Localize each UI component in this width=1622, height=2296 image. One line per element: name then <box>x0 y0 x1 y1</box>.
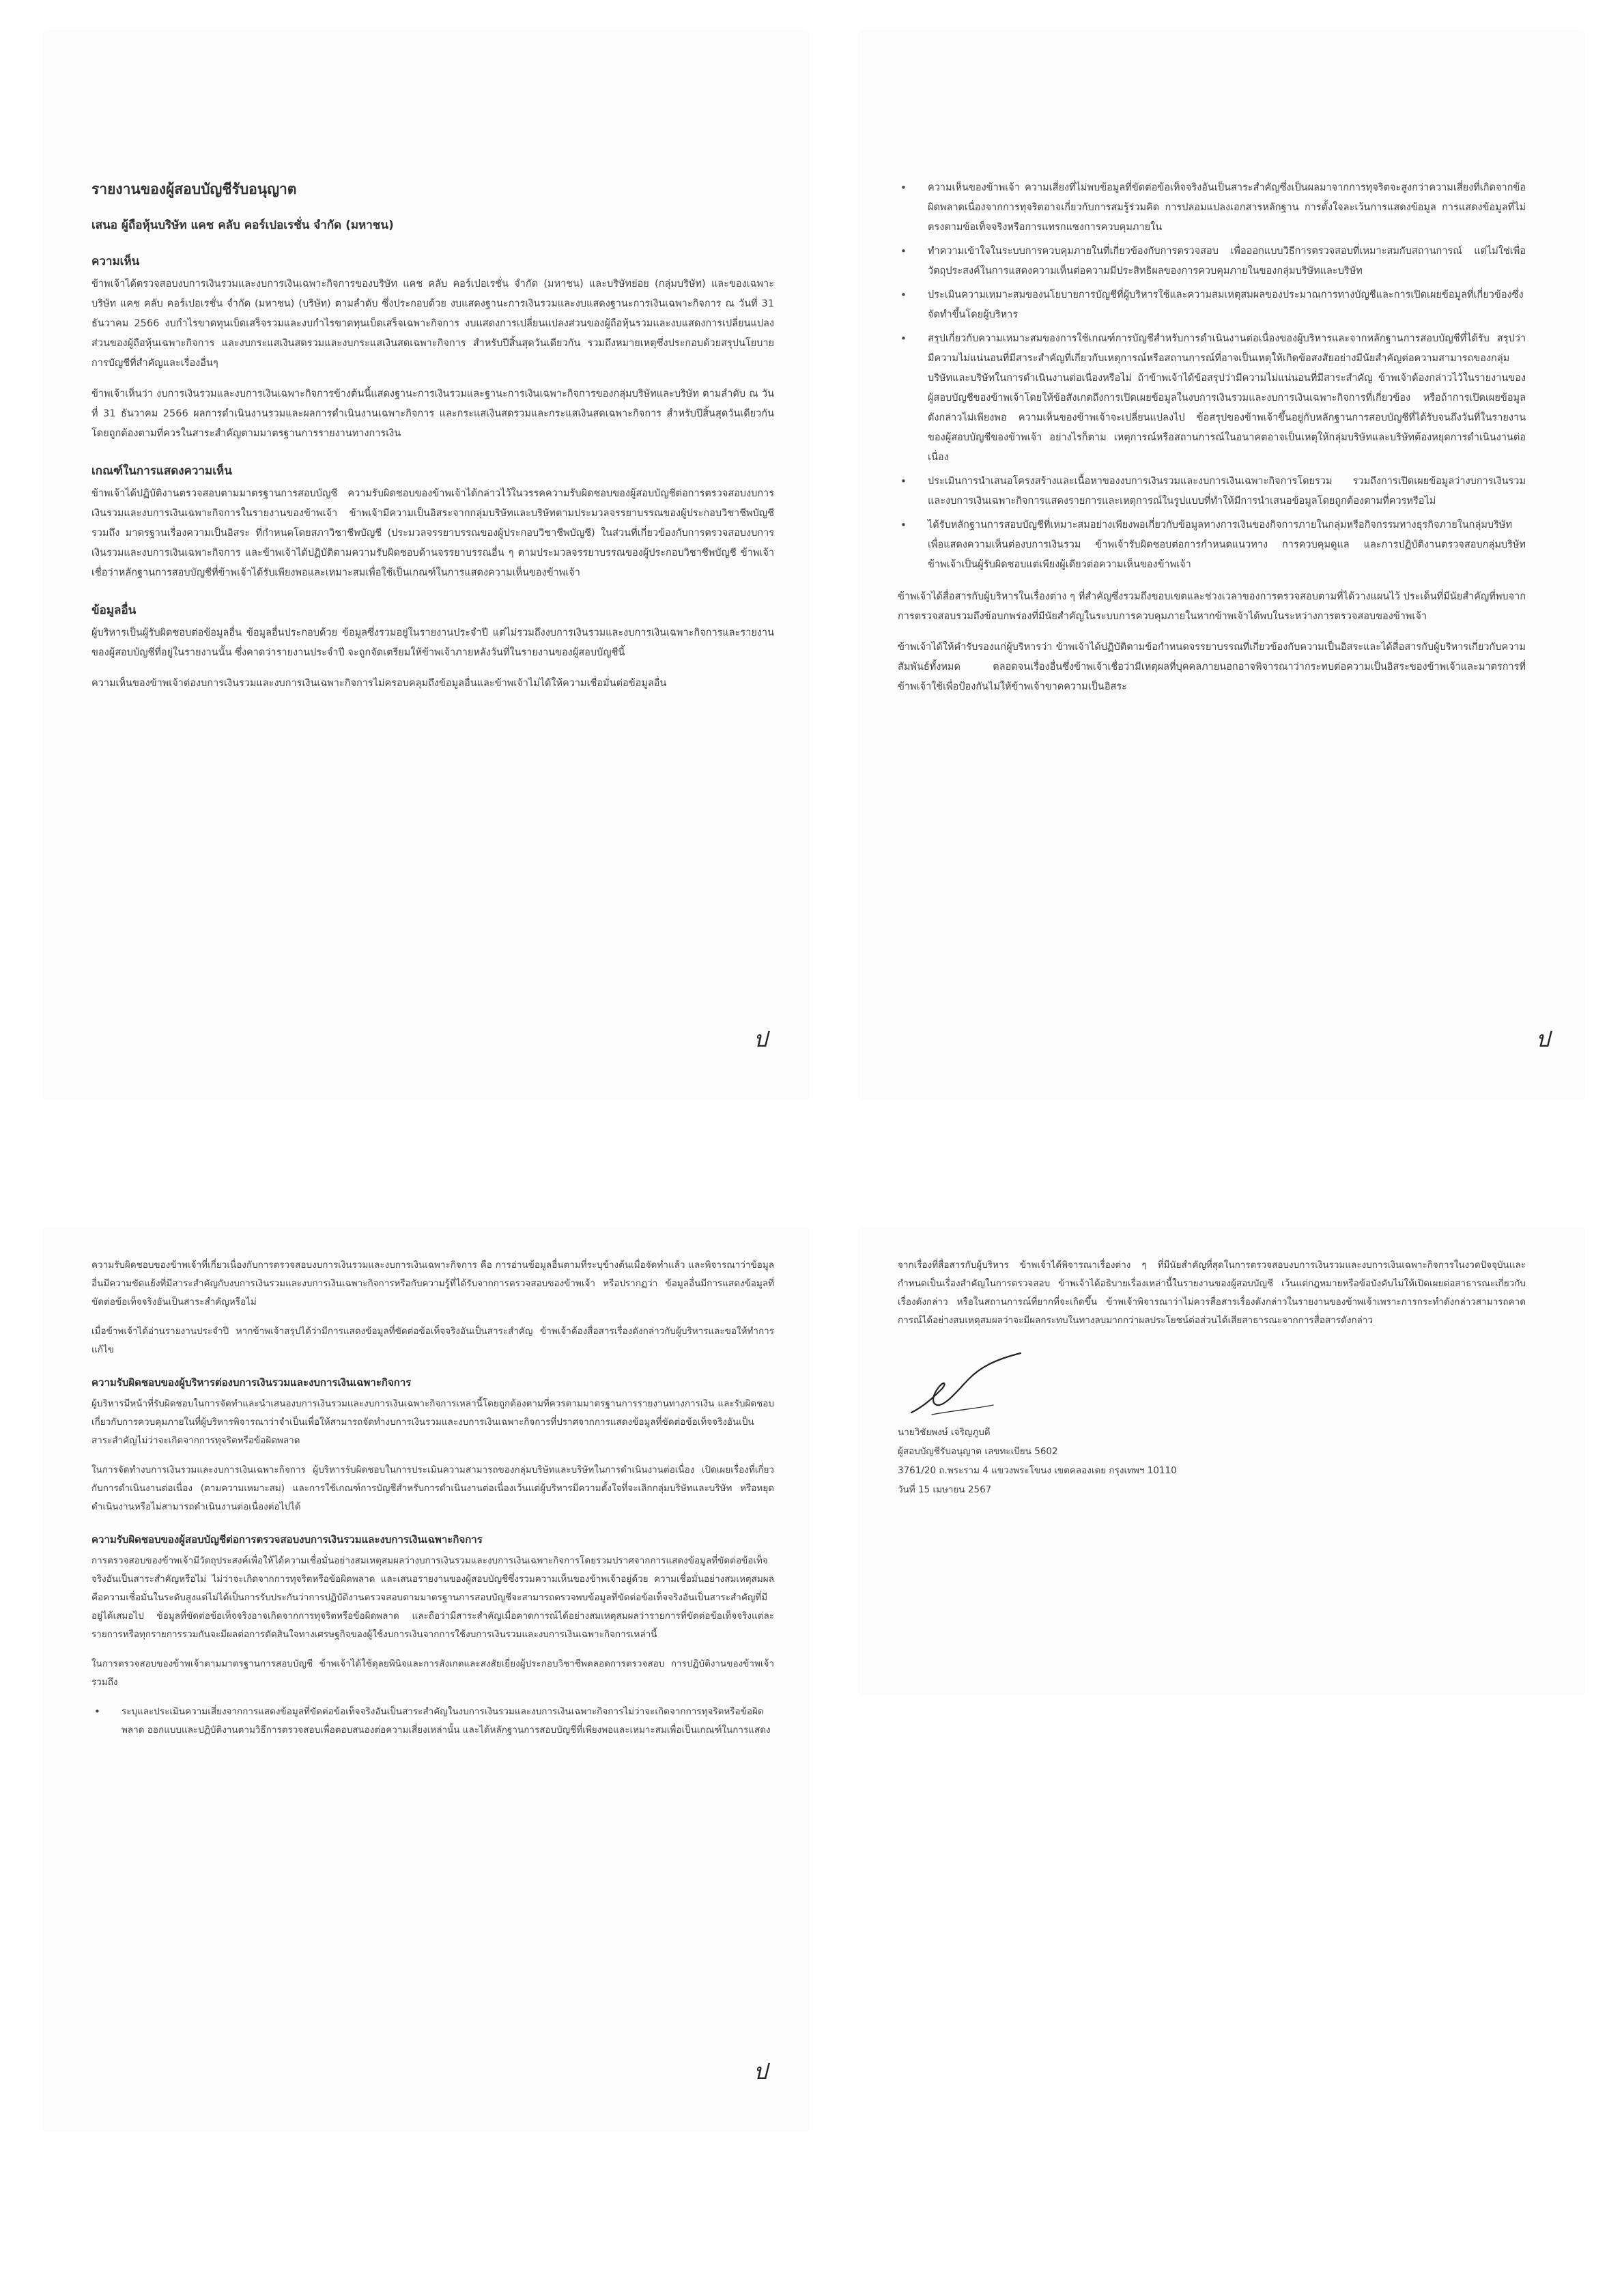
page-initial: ป <box>753 1026 767 1052</box>
opinion-paragraph-2: ข้าพเจ้าเห็นว่า งบการเงินรวมและงบการเงินเฉพาะกิจการข้างต้นนี้แสดงฐานะการเงินรวมและฐานะการเงินเฉพาะกิจการของกลุ่มบริษัทและบริษัท ตามลำดับ ณ วันที่ 31 ธันวาคม 2566 ผลการดำเนินงานรวมและผลการดำเนินงานเฉพาะกิจการ และกระแสเงินสดรวมและกระแสเงินสดเฉพาะกิจการ สำหรับปีสิ้นสุดวันเดียวกันโดยถูกต้องตามที่ควรในสาระสำคัญตามมาตรฐานการรายงานทางการเงิน <box>91 388 774 439</box>
report-date: วันที่ 15 เมษายน 2567 <box>898 1484 992 1495</box>
responsibility-paragraph: ความรับผิดชอบของข้าพเจ้าที่เกี่ยวเนื่องกับการตรวจสอบงบการเงินรวมและงบการเงินเฉพาะกิจการ คือ การอ่านข้อมูลอื่นตามที่ระบุข้างต้นเมื่อจัดทำแล้ว และพิจารณาว่าข้อมูลอื่นมีความขัดแย้งที่มีสาระสำคัญกับงบการเงินรวมและงบการเงินเฉพาะกิจการหรือกับความรู้ที่ได้รับจากการตรวจสอบของข้าพเจ้า หรือปรากฏว่า ข้อมูลอื่นมีการแสดงข้อมูลที่ขัดต่อข้อเท็จจริงอันเป็นสาระสำคัญหรือไม่ <box>91 1260 774 1307</box>
report-page-1 <box>44 31 808 1098</box>
list-item: • ทำความเข้าใจในระบบการควบคุมภายในที่เกี่ยวข้องกับการตรวจสอบ เพื่อออกแบบวิธีการตรวจสอบที่เหมาะสมกับสถานการณ์ แต่ไม่ใช่เพื่อวัตถุประสงค์ในการแสดงความเห็นต่อความมีประสิทธิผลของการควบคุมภายในของกลุ่มบริษัทและบริษัท <box>928 242 1526 281</box>
auditor-responsibility-heading: ความรับผิดชอบของผู้สอบบัญชีต่อการตรวจสอบงบการเงินรวมและงบการเงินเฉพาะกิจการ <box>91 1533 483 1546</box>
list-item: • ประเมินความเหมาะสมของนโยบายการบัญชีที่ผู้บริหารใช้และความสมเหตุสมผลของประมาณการทางบัญชีและการเปิดเผยข้อมูลที่เกี่ยวข้องซึ่งจัดทำขึ้นโดยผู้บริหาร <box>928 285 1526 325</box>
annual-report-paragraph: เมื่อข้าพเจ้าได้อ่านรายงานประจำปี หากข้าพเจ้าสรุปได้ว่ามีการแสดงข้อมูลที่ขัดต่อข้อเท็จจริงอันเป็นสาระสำคัญ ข้าพเจ้าต้องสื่อสารเรื่องดังกล่าวกับผู้บริหารและขอให้ทำการแก้ไข <box>91 1326 774 1355</box>
signatory-license: ผู้สอบบัญชีรับอนุญาต เลขทะเบียน 5602 <box>898 1446 1058 1457</box>
auditor-procedures-list <box>898 178 1526 575</box>
ethics-paragraph: ข้าพเจ้าได้ให้คำรับรองแก่ผู้บริหารว่า ข้าพเจ้าได้ปฏิบัติตามข้อกำหนดจรรยาบรรณที่เกี่ยวข้องกับความเป็นอิสระและได้สื่อสารกับผู้บริหารเกี่ยวกับความสัมพันธ์ทั้งหมด ตลอดจนเรื่องอื่นซึ่งข้าพเจ้าเชื่อว่ามีเหตุผลที่บุคคลภายนอกอาจพิจารณาว่ากระทบต่อความเป็นอิสระของข้าพเจ้าและมาตรการที่ข้าพเจ้าใช้เพื่อป้องกันไม่ให้ข้าพเจ้าขาดความเป็นอิสระ <box>898 642 1526 692</box>
other-info-paragraph-1: ผู้บริหารเป็นผู้รับผิดชอบต่อข้อมูลอื่น ข้อมูลอื่นประกอบด้วย ข้อมูลซึ่งรวมอยู่ในรายงานประจำปี แต่ไม่รวมถึงงบการเงินรวมและงบการเงินเฉพาะกิจการและรายงานของผู้สอบบัญชีที่อยู่ในรายงานนั้น ซึ่งคาดว่ารายงานประจำปี จะถูกจัดเตรียมให้ข้าพเจ้าภายหลังวันที่ในรายงานของผู้สอบบัญชีนี้ <box>91 627 774 658</box>
basis-heading: เกณฑ์ในการแสดงความเห็น <box>91 464 232 478</box>
list-item-text: ความเห็นของข้าพเจ้า ความเสี่ยงที่ไม่พบข้อมูลที่ขัดต่อข้อเท็จจริงอันเป็นสาระสำคัญซึ่งเป็นผลมาจากการทุจริตจะสูงกว่าความเสี่ยงที่เกิดจากข้อผิดพลาดเนื่องจากการทุจริตอาจเกี่ยวกับการสมรู้ร่วมคิด การปลอมแปลงเอกสารหลักฐาน การตั้งใจละเว้นการแสดงข้อมูล การแสดงข้อมูลที่ไม่ตรงตามข้อเท็จจริงหรือการแทรกแซงการควบคุมภายใน <box>928 182 1526 233</box>
page-initial: ป <box>753 2058 767 2084</box>
management-paragraph-2: ในการจัดทำงบการเงินรวมและงบการเงินเฉพาะกิจการ ผู้บริหารรับผิดชอบในการประเมินความสามารถของกลุ่มบริษัทและบริษัทในการดำเนินงานต่อเนื่อง เปิดเผยเรื่องที่เกี่ยวกับการดำเนินงานต่อเนื่อง (ตามความเหมาะสม) และการใช้เกณฑ์การบัญชีสำหรับการดำเนินงานต่อเนื่องเว้นแต่ผู้บริหารมีความตั้งใจที่จะเลิกกลุ่มบริษัทและบริษัท หรือหยุดดำเนินงานหรือไม่สามารถดำเนินงานต่อเนื่องต่อไปได้ <box>91 1464 774 1512</box>
signatory-name: นายวิชัยพงษ์ เจริญภูบดี <box>898 1427 991 1438</box>
signatory-address: 3761/20 ถ.พระราม 4 แขวงพระโขนง เขตคลองเตย กรุงเทพฯ 10110 <box>898 1465 1177 1476</box>
signature-block <box>898 1348 1526 1499</box>
other-info-heading: ข้อมูลอื่น <box>91 604 137 617</box>
list-item: • สรุปเกี่ยวกับความเหมาะสมของการใช้เกณฑ์การบัญชีสำหรับการดำเนินงานต่อเนื่องของผู้บริหารและจากหลักฐานการสอบบัญชีที่ได้รับ สรุปว่ามีความไม่แน่นอนที่มีสาระสำคัญที่เกี่ยวกับเหตุการณ์หรือสถานการณ์ที่อาจเป็นเหตุให้เกิดข้อสงสัยอย่างมีนัยสำคัญต่อความสามารถของกลุ่มบริษัทและบริษัทในการดำเนินงานต่อเนื่องหรือไม่ ถ้าข้าพเจ้าได้ข้อสรุปว่ามีความไม่แน่นอนที่มีสาระสำคัญ ข้าพเจ้าต้องกล่าวไว้ในรายงานของผู้สอบบัญชีของข้าพเจ้าโดยให้ข้อสังเกตถึงการเปิดเผยข้อมูลในงบการเงินรวมและงบการเงินเฉพาะกิจการที่เกี่ยวข้อง หรือถ้าการเปิดเผยข้อมูลดังกล่าวไม่เพียงพอ ความเห็นของข้าพเจ้าจะเปลี่ยนแปลงไป ข้อสรุปของข้าพเจ้าขึ้นอยู่กับหลักฐานการสอบบัญชีที่ได้รับจนถึงวันที่ในรายงานของผู้สอบบัญชีของข้าพเจ้า อย่างไรก็ตาม เหตุการณ์หรือสถานการณ์ในอนาคตอาจเป็นเหตุให้กลุ่มบริษัทและบริษัทต้องหยุดการดำเนินงานต่อเนื่อง <box>928 329 1526 468</box>
page-initial: ป <box>1535 1026 1550 1052</box>
list-item-continued <box>928 178 1526 238</box>
opinion-heading: ความเห็น <box>91 255 140 268</box>
report-addressee: เสนอ ผู้ถือหุ้นบริษัท แคช คลับ คอร์เปอเรชั่น จำกัด (มหาชน) <box>91 218 394 232</box>
auditor-paragraph-1: การตรวจสอบของข้าพเจ้ามีวัตถุประสงค์เพื่อให้ได้ความเชื่อมั่นอย่างสมเหตุสมผลว่างบการเงินรวมและงบการเงินเฉพาะกิจการโดยรวมปราศจากการแสดงข้อมูลที่ขัดต่อข้อเท็จจริงอันเป็นสาระสำคัญหรือไม่ ไม่ว่าจะเกิดจากการทุจริตหรือข้อผิดพลาด และเสนอรายงานของผู้สอบบัญชีซึ่งรวมความเห็นของข้าพเจ้าอยู่ด้วย ความเชื่อมั่นอย่างสมเหตุสมผลคือความเชื่อมั่นในระดับสูงแต่ไม่ได้เป็นการรับประกันว่าการปฏิบัติงานตรวจสอบตามมาตรฐานการสอบบัญชีจะสามารถตรวจพบข้อมูลที่ขัดต่อข้อเท็จจริงอันเป็นสาระสำคัญที่มีอยู่ได้เสมอไป ข้อมูลที่ขัดต่อข้อเท็จจริงอาจเกิดจากการทุจริตหรือข้อผิดพลาด และถือว่ามีสาระสำคัญเมื่อคาดการณ์ได้อย่างสมเหตุสมผลว่ารายการที่ขัดต่อข้อเท็จจริงแต่ละรายการหรือทุกรายการรวมกันจะมีผลต่อการตัดสินใจทางเศรษฐกิจของผู้ใช้งบการเงินจากการใช้งบการเงินรวมและงบการเงินเฉพาะกิจการเหล่านี้ <box>91 1555 774 1640</box>
management-responsibility-heading: ความรับผิดชอบของผู้บริหารต่องบการเงินรวมและงบการเงินเฉพาะกิจการ <box>91 1376 412 1389</box>
report-title: รายงานของผู้สอบบัญชีรับอนุญาต <box>91 181 297 197</box>
basis-paragraph: ข้าพเจ้าได้ปฏิบัติงานตรวจสอบตามมาตรฐานการสอบบัญชี ความรับผิดชอบของข้าพเจ้าได้กล่าวไว้ในวรรคความรับผิดชอบของผู้สอบบัญชีต่อการตรวจสอบงบการเงินรวมและงบการเงินเฉพาะกิจการในรายงานของข้าพเจ้า ข้าพเจ้ามีความเป็นอิสระจากกลุ่มบริษัทและบริษัทตามประมวลจรรยาบรรณของผู้ประกอบวิชาชีพบัญชี รวมถึง มาตรฐานเรื่องความเป็นอิสระ ที่กำหนดโดยสภาวิชาชีพบัญชี (ประมวลจรรยาบรรณของผู้ประกอบวิชาชีพบัญชี) ในส่วนที่เกี่ยวข้องกับการตรวจสอบงบการเงินรวมและงบการเงินเฉพาะกิจการ และข้าพเจ้าได้ปฏิบัติตามความรับผิดชอบด้านจรรยาบรรณอื่น ๆ ตามประมวลจรรยาบรรณของผู้ประกอบวิชาชีพบัญชี ข้าพเจ้าเชื่อว่าหลักฐานการสอบบัญชีที่ข้าพเจ้าได้รับเพียงพอและเหมาะสมเพื่อใช้เป็นเกณฑ์ในการแสดงความเห็นของข้าพเจ้า <box>91 488 774 578</box>
report-page-2 <box>860 31 1584 1098</box>
other-info-paragraph-2: ความเห็นของข้าพเจ้าต่องบการเงินรวมและงบการเงินเฉพาะกิจการไม่ครอบคลุมถึงข้อมูลอื่นและข้าพเจ้าไม่ได้ให้ความเชื่อมั่นต่อข้อมูลอื่น <box>91 678 667 689</box>
handwritten-signature <box>905 1348 1041 1423</box>
list-item: • ได้รับหลักฐานการสอบบัญชีที่เหมาะสมอย่างเพียงพอเกี่ยวกับข้อมูลทางการเงินของกิจการภายในกลุ่มหรือกิจกรรมทางธุรกิจภายในกลุ่มบริษัทเพื่อแสดงความเห็นต่องบการเงินรวม ข้าพเจ้ารับผิดชอบต่อการกำหนดแนวทาง การควบคุมดูแล และการปฏิบัติงานตรวจสอบกลุ่มบริษัท ข้าพเจ้าเป็นผู้รับผิดชอบแต่เพียงผู้เดียวต่อความเห็นของข้าพเจ้า <box>928 515 1526 575</box>
report-page-4 <box>860 1229 1584 1693</box>
auditor-paragraph-2: ในการตรวจสอบของข้าพเจ้าตามมาตรฐานการสอบบัญชี ข้าพเจ้าได้ใช้ดุลยพินิจและการสังเกตและสงสัยเยี่ยงผู้ประกอบวิชาชีพตลอดการตรวจสอบ การปฏิบัติงานของข้าพเจ้ารวมถึง <box>91 1658 774 1688</box>
management-paragraph-1: ผู้บริหารมีหน้าที่รับผิดชอบในการจัดทำและนำเสนองบการเงินรวมและงบการเงินเฉพาะกิจการเหล่านี้โดยถูกต้องตามที่ควรตามมาตรฐานการรายงานทางการเงิน และรับผิดชอบเกี่ยวกับการควบคุมภายในที่ผู้บริหารพิจารณาว่าจำเป็นเพื่อให้สามารถจัดทำงบการเงินรวมและงบการเงินเฉพาะกิจการที่ปราศจากการแสดงข้อมูลที่ขัดต่อข้อเท็จจริงอันเป็นสาระสำคัญไม่ว่าจะเกิดจากการทุจริตหรือข้อผิดพลาด <box>91 1398 774 1446</box>
opinion-paragraph-1: ข้าพเจ้าได้ตรวจสอบงบการเงินรวมและงบการเงินเฉพาะกิจการของบริษัท แคช คลับ คอร์เปอเรชั่น จำกัด (มหาชน) และบริษัทย่อย (กลุ่มบริษัท) และของเฉพาะบริษัท แคช คลับ คอร์เปอเรชั่น จำกัด (มหาชน) (บริษัท) ตามลำดับ ซึ่งประกอบด้วย งบแสดงฐานะการเงินรวมและงบแสดงฐานะการเงินเฉพาะกิจการ ณ วันที่ 31 ธันวาคม 2566 งบกำไรขาดทุนเบ็ดเสร็จรวมและงบกำไรขาดทุนเบ็ดเสร็จเฉพาะกิจการ งบแสดงการเปลี่ยนแปลงส่วนของผู้ถือหุ้นรวมและงบแสดงการเปลี่ยนแปลงส่วนของผู้ถือหุ้นเฉพาะกิจการ และงบกระแสเงินสดรวมและงบกระแสเงินสดเฉพาะกิจการ สำหรับปีสิ้นสุดวันเดียวกัน รวมถึงหมายเหตุซึ่งประกอบด้วยสรุปนโยบายการบัญชีที่สำคัญและเรื่องอื่นๆ <box>91 279 774 369</box>
communication-paragraph: ข้าพเจ้าได้สื่อสารกับผู้บริหารในเรื่องต่าง ๆ ที่สำคัญซึ่งรวมถึงขอบเขตและช่วงเวลาของการตรวจสอบตามที่ได้วางแผนไว้ ประเด็นที่มีนัยสำคัญที่พบจากการตรวจสอบรวมถึงข้อบกพร่องที่มีนัยสำคัญในระบบการควบคุมภายในหากข้าพเจ้าได้พบในระหว่างการตรวจสอบของข้าพเจ้า <box>898 591 1526 622</box>
report-page-3 <box>44 1229 808 2130</box>
list-item: • ประเมินการนำเสนอโครงสร้างและเนื้อหาของงบการเงินรวมและงบการเงินเฉพาะกิจการโดยรวม รวมถึงการเปิดเผยข้อมูลว่างบการเงินรวมและงบการเงินเฉพาะกิจการแสดงรายการและเหตุการณ์ในรูปแบบที่ทำให้มีการนำเสนอข้อมูลโดยถูกต้องตามที่ควรหรือไม่ <box>928 472 1526 511</box>
key-audit-matters-paragraph: จากเรื่องที่สื่อสารกับผู้บริหาร ข้าพเจ้าได้พิจารณาเรื่องต่าง ๆ ที่มีนัยสำคัญที่สุดในการตรวจสอบงบการเงินรวมและงบการเงินเฉพาะกิจการในงวดปัจจุบันและกำหนดเป็นเรื่องสำคัญในการตรวจสอบ ข้าพเจ้าได้อธิบายเรื่องเหล่านี้ในรายงานของผู้สอบบัญชี เว้นแต่กฎหมายหรือข้อบังคับไม่ให้เปิดเผยต่อสาธารณะเกี่ยวกับเรื่องดังกล่าว หรือในสถานการณ์ที่ยากที่จะเกิดขึ้น ข้าพเจ้าพิจารณาว่าไม่ควรสื่อสารเรื่องดังกล่าวในรายงานของข้าพเจ้าเพราะการกระทำดังกล่าวสามารถคาดการณ์ได้อย่างสมเหตุสมผลว่าจะมีผลกระทบในทางลบมากกว่าผลประโยชน์ต่อส่วนได้เสียสาธารณะจากการสื่อสารดังกล่าว <box>898 1260 1526 1326</box>
list-item: • ระบุและประเมินความเสี่ยงจากการแสดงข้อมูลที่ขัดต่อข้อเท็จจริงอันเป็นสาระสำคัญในงบการเงินรวมและงบการเงินเฉพาะกิจการไม่ว่าจะเกิดจากการทุจริตหรือข้อผิดพลาด ออกแบบและปฏิบัติงานตามวิธีการตรวจสอบเพื่อตอบสนองต่อความเสี่ยงเหล่านั้น และได้หลักฐานการสอบบัญชีที่เพียงพอและเหมาะสมเพื่อเป็นเกณฑ์ในการแสดง <box>122 1703 774 1740</box>
auditor-procedures-list <box>91 1703 774 1740</box>
